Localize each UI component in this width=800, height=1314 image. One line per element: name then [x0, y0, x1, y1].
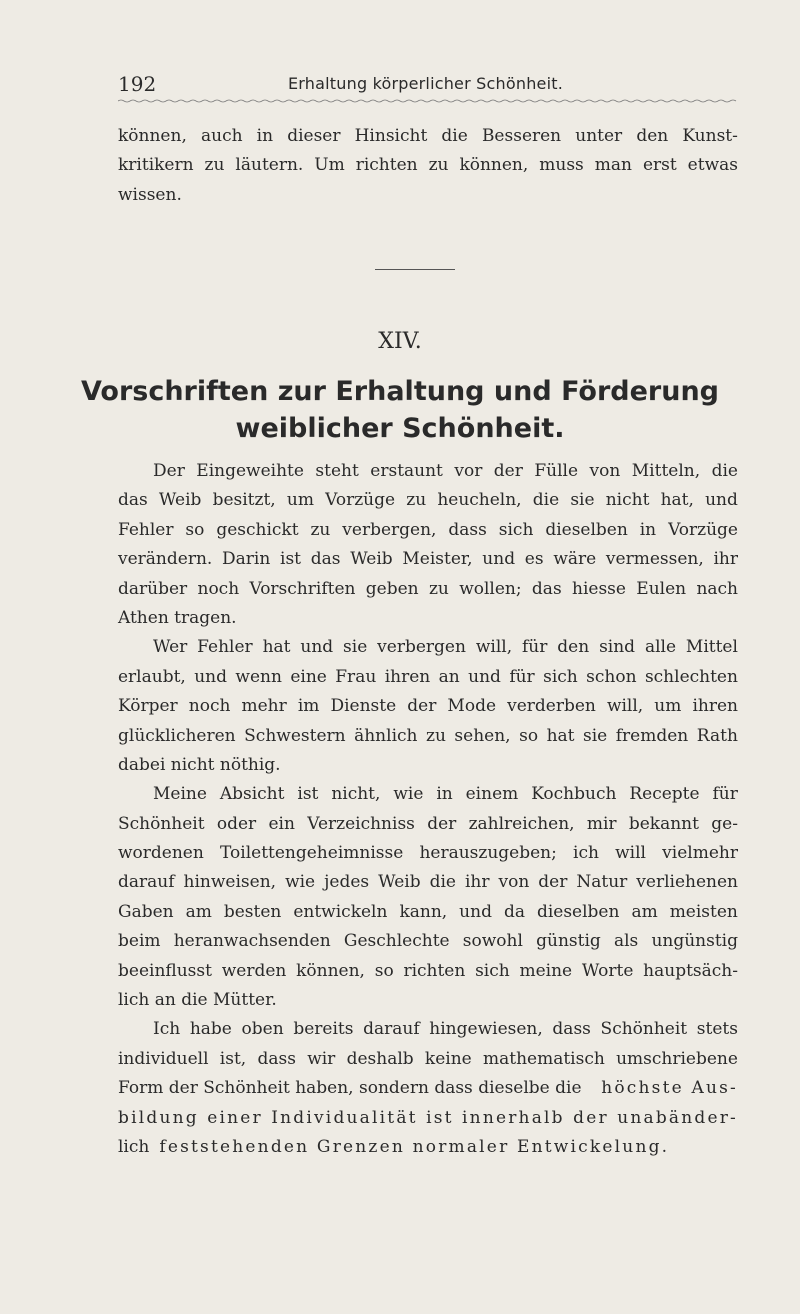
text-line	[118, 898, 738, 927]
word: und	[194, 666, 228, 687]
word: der	[538, 872, 568, 893]
text-line	[118, 663, 738, 692]
word: Um	[314, 155, 345, 176]
body-text	[118, 457, 738, 1162]
word: beeinflusst	[118, 960, 212, 981]
word: Vorzüge	[325, 490, 396, 511]
word: vielmehr	[662, 843, 738, 864]
word: wordenen	[118, 843, 204, 864]
word: bereits	[293, 1019, 354, 1040]
word: verändern.	[118, 549, 213, 570]
word: ihr	[713, 549, 738, 570]
section-divider	[375, 269, 455, 270]
word: verbergen	[377, 637, 466, 658]
word: im	[297, 696, 320, 717]
emphasis-span: höchste Aus-	[601, 1078, 738, 1099]
word: einer	[207, 1107, 263, 1128]
word: am	[631, 901, 658, 922]
word: Vorzüge	[668, 519, 738, 540]
text-line	[118, 151, 738, 180]
word: Darin	[222, 549, 271, 570]
word: will,	[606, 696, 644, 717]
word: Meister,	[402, 549, 473, 570]
word: ähnlich	[354, 725, 418, 746]
word: Absicht	[219, 784, 285, 805]
word: günstig	[536, 931, 601, 952]
word: zu	[428, 155, 449, 176]
word: zu	[428, 578, 449, 599]
word: kann,	[399, 901, 448, 922]
word: darauf	[363, 1019, 420, 1040]
word: ist	[280, 549, 302, 570]
word: sind	[599, 637, 636, 658]
word: und	[705, 490, 738, 511]
word: vermessen,	[605, 549, 704, 570]
word: Fehler	[197, 637, 253, 658]
word: noch	[188, 696, 231, 717]
word: ein	[268, 813, 295, 834]
word: Geschlechte	[343, 931, 450, 952]
word: auch	[200, 126, 243, 146]
word: Schwestern	[244, 725, 346, 746]
word: Besseren	[481, 126, 562, 146]
word: Toilettengeheimnisse	[220, 843, 404, 864]
word: jedes	[324, 872, 370, 893]
word: noch	[197, 578, 240, 599]
word: Hinsicht	[354, 126, 428, 146]
word: die	[711, 461, 738, 481]
text-line	[118, 722, 738, 751]
chapter-title-line-2: weiblicher Schönheit.	[235, 413, 565, 444]
word: dass	[552, 1019, 591, 1040]
word: den	[557, 637, 590, 658]
word: fremden	[615, 725, 689, 746]
text-line: Athen tragen.	[118, 607, 237, 628]
word: Meine	[153, 784, 207, 805]
word: das	[310, 549, 341, 570]
word: einem	[465, 784, 519, 805]
word: Recepte	[629, 784, 700, 805]
word: den	[636, 126, 669, 146]
word: der	[427, 813, 457, 834]
chapter-title-line-1: Vorschriften zur Erhaltung und Förderung	[80, 376, 720, 407]
text-line	[118, 868, 738, 897]
word: ge-	[711, 813, 738, 834]
word: zu	[204, 155, 225, 176]
text-line	[118, 927, 738, 956]
word: ihren	[384, 666, 431, 687]
word: die	[441, 126, 468, 146]
word: innerhalb	[462, 1107, 565, 1128]
emphasis-span: feststehenden Grenzen normaler Entwickelung.	[159, 1136, 670, 1157]
word: beim	[118, 931, 161, 952]
word: Weib	[350, 549, 393, 570]
word: dass	[257, 1048, 296, 1069]
word: ungünstig	[651, 931, 738, 952]
page-number: 192	[118, 72, 157, 96]
text-line	[118, 1104, 738, 1133]
word: sich	[475, 960, 510, 981]
word: Eingeweihte	[196, 461, 304, 481]
word: richten	[355, 155, 418, 176]
word: können,	[296, 960, 365, 981]
text-line	[118, 575, 738, 604]
word: oder	[216, 813, 257, 834]
word: Körper	[118, 696, 178, 717]
word: ist	[297, 784, 319, 805]
header-wavy-rule	[118, 99, 738, 103]
word: verderben	[507, 696, 596, 717]
word: besitzt,	[212, 490, 276, 511]
word: es	[524, 549, 544, 570]
word: Kochbuch	[531, 784, 617, 805]
word: da	[503, 901, 525, 922]
word: zahlreichen,	[468, 813, 575, 834]
word: dass	[448, 519, 487, 540]
word: will,	[475, 637, 513, 658]
word: verbergen,	[342, 519, 437, 540]
word: Fülle	[534, 461, 579, 481]
word: Individualität	[271, 1107, 418, 1128]
text-line	[118, 545, 738, 574]
word: und	[482, 549, 516, 570]
word: hat	[262, 637, 291, 658]
text-line	[118, 957, 738, 986]
word: sich	[498, 519, 534, 540]
word: kritikern	[118, 155, 194, 176]
text-line	[118, 516, 738, 545]
word: und	[459, 901, 492, 922]
word: Vorschriften	[249, 578, 356, 599]
word: Wer	[153, 637, 188, 658]
text-line	[118, 810, 738, 839]
word: das	[118, 490, 148, 511]
text-line	[118, 1045, 738, 1074]
word: so	[519, 725, 539, 746]
word: Kunst-	[682, 126, 738, 146]
word: wäre	[553, 549, 597, 570]
word: Eulen	[636, 578, 687, 599]
word: schlechten	[644, 666, 738, 687]
word: stets	[696, 1019, 738, 1040]
word: sehen,	[454, 725, 511, 746]
word: ist	[426, 1107, 454, 1128]
word: heucheln,	[437, 490, 522, 511]
word: das	[531, 578, 562, 599]
word: sich	[543, 666, 578, 687]
word: hauptsäch-	[643, 960, 738, 981]
text-line	[118, 486, 738, 515]
word: dieser	[287, 126, 341, 146]
word: der	[407, 696, 437, 717]
word: bekannt	[628, 813, 699, 834]
word: dieselben	[545, 519, 628, 540]
word: von	[589, 461, 621, 481]
word: als	[613, 931, 639, 952]
word: besten	[223, 901, 282, 922]
word: Schönheit	[600, 1019, 688, 1040]
word: Gaben	[118, 901, 174, 922]
word: zu	[426, 725, 446, 746]
word: habe	[189, 1019, 232, 1040]
word: verliehenen	[636, 872, 738, 893]
word: ist,	[219, 1048, 247, 1069]
word: um	[286, 490, 314, 511]
word: ihr	[464, 872, 490, 893]
word: alle	[644, 637, 677, 658]
word: ich	[573, 843, 599, 864]
word: nach	[696, 578, 738, 599]
word: glücklicheren	[118, 725, 236, 746]
page-header	[118, 72, 738, 102]
word: um	[654, 696, 682, 717]
running-head: Erhaltung körperlicher Schönheit.	[288, 74, 563, 93]
word: sie	[570, 490, 595, 511]
word: Rath	[696, 725, 738, 746]
word: dieselben	[536, 901, 620, 922]
word: oben	[241, 1019, 284, 1040]
word: der	[573, 1107, 609, 1128]
word: steht	[315, 461, 359, 481]
word: die	[429, 872, 456, 893]
word: unabänder-	[617, 1107, 738, 1128]
word: Mode	[447, 696, 497, 717]
text-line	[118, 1133, 738, 1162]
word: so	[185, 519, 205, 540]
word: erstaunt	[370, 461, 443, 481]
word: Verzeichniss	[307, 813, 415, 834]
word: für	[509, 666, 535, 687]
text-line	[118, 457, 738, 486]
word: bildung	[118, 1107, 199, 1128]
word: und	[300, 637, 334, 658]
word: muss	[539, 155, 584, 176]
text-span: Form der Schönheit haben, sondern dass dieselbe die	[118, 1078, 582, 1099]
word: Mitteln,	[631, 461, 701, 481]
word: Natur	[576, 872, 628, 893]
word: für	[522, 637, 548, 658]
word: deshalb	[346, 1048, 414, 1069]
word: können,	[459, 155, 529, 176]
text-line	[118, 122, 738, 151]
word: hat,	[660, 490, 694, 511]
text-line: lich an die Mütter.	[118, 990, 277, 1011]
word: können,	[118, 126, 187, 146]
word: Fehler	[118, 519, 174, 540]
word: Mittel	[685, 637, 738, 658]
word: sowohl	[462, 931, 523, 952]
word: die	[532, 490, 560, 511]
word: Dienste	[330, 696, 397, 717]
word: richten	[403, 960, 466, 981]
word: entwickeln	[293, 901, 388, 922]
word: sie	[583, 725, 608, 746]
word: in	[436, 784, 453, 805]
word: meine	[519, 960, 573, 981]
text-line: dabei nicht nöthig.	[118, 754, 281, 775]
word: geben	[365, 578, 419, 599]
word: läutern.	[235, 155, 304, 176]
text-line	[118, 780, 738, 809]
word: wie	[285, 872, 316, 893]
word: umschriebene	[616, 1048, 738, 1069]
text-line	[118, 633, 738, 662]
word: an	[438, 666, 460, 687]
word: mir	[586, 813, 617, 834]
word: erlaubt,	[118, 666, 186, 687]
text-line	[118, 1015, 738, 1044]
word: Worte	[581, 960, 634, 981]
word: Schönheit	[118, 813, 205, 834]
text-line	[118, 692, 738, 721]
text-line: wissen.	[118, 184, 182, 205]
word: hinweisen,	[183, 872, 277, 893]
word: eine	[290, 666, 327, 687]
word: wollen;	[459, 578, 522, 599]
word: so	[374, 960, 394, 981]
word: am	[185, 901, 212, 922]
word: mathematisch	[483, 1048, 605, 1069]
word: will	[615, 843, 646, 864]
word: ihren	[692, 696, 738, 717]
word: Weib	[378, 872, 421, 893]
word: erst	[642, 155, 677, 176]
word: heranwachsenden	[173, 931, 331, 952]
word: herauszugeben;	[419, 843, 557, 864]
word: hingewiesen,	[429, 1019, 543, 1040]
word: und	[468, 666, 501, 687]
word: meisten	[669, 901, 738, 922]
word: wenn	[235, 666, 282, 687]
word: zu	[310, 519, 331, 540]
word: nicht	[605, 490, 650, 511]
word: unter	[575, 126, 623, 146]
word: hat	[546, 725, 575, 746]
word: vor	[454, 461, 483, 481]
word: etwas	[687, 155, 738, 176]
word: darauf	[118, 872, 175, 893]
word: nicht,	[331, 784, 381, 805]
word: wir	[307, 1048, 336, 1069]
word: Ich	[153, 1019, 181, 1040]
text-span: lich	[118, 1136, 150, 1157]
word: keine	[424, 1048, 472, 1069]
word: in	[639, 519, 657, 540]
word: in	[256, 126, 274, 146]
word: Frau	[335, 666, 377, 687]
text-line	[118, 1074, 738, 1103]
word: zu	[406, 490, 427, 511]
chapter-number: XIV.	[378, 329, 422, 354]
text-line	[118, 839, 738, 868]
word: von	[498, 872, 530, 893]
word: hiesse	[572, 578, 626, 599]
word: Der	[153, 461, 185, 481]
intro-paragraph	[118, 122, 738, 210]
word: sie	[343, 637, 368, 658]
word: Weib	[158, 490, 202, 511]
word: man	[594, 155, 632, 176]
word: darüber	[118, 578, 188, 599]
word: für	[712, 784, 738, 805]
word: wie	[393, 784, 424, 805]
word: mehr	[241, 696, 287, 717]
word: werden	[221, 960, 287, 981]
word: der	[493, 461, 523, 481]
word: individuell	[118, 1048, 209, 1069]
word: geschickt	[216, 519, 299, 540]
word: schon	[586, 666, 637, 687]
